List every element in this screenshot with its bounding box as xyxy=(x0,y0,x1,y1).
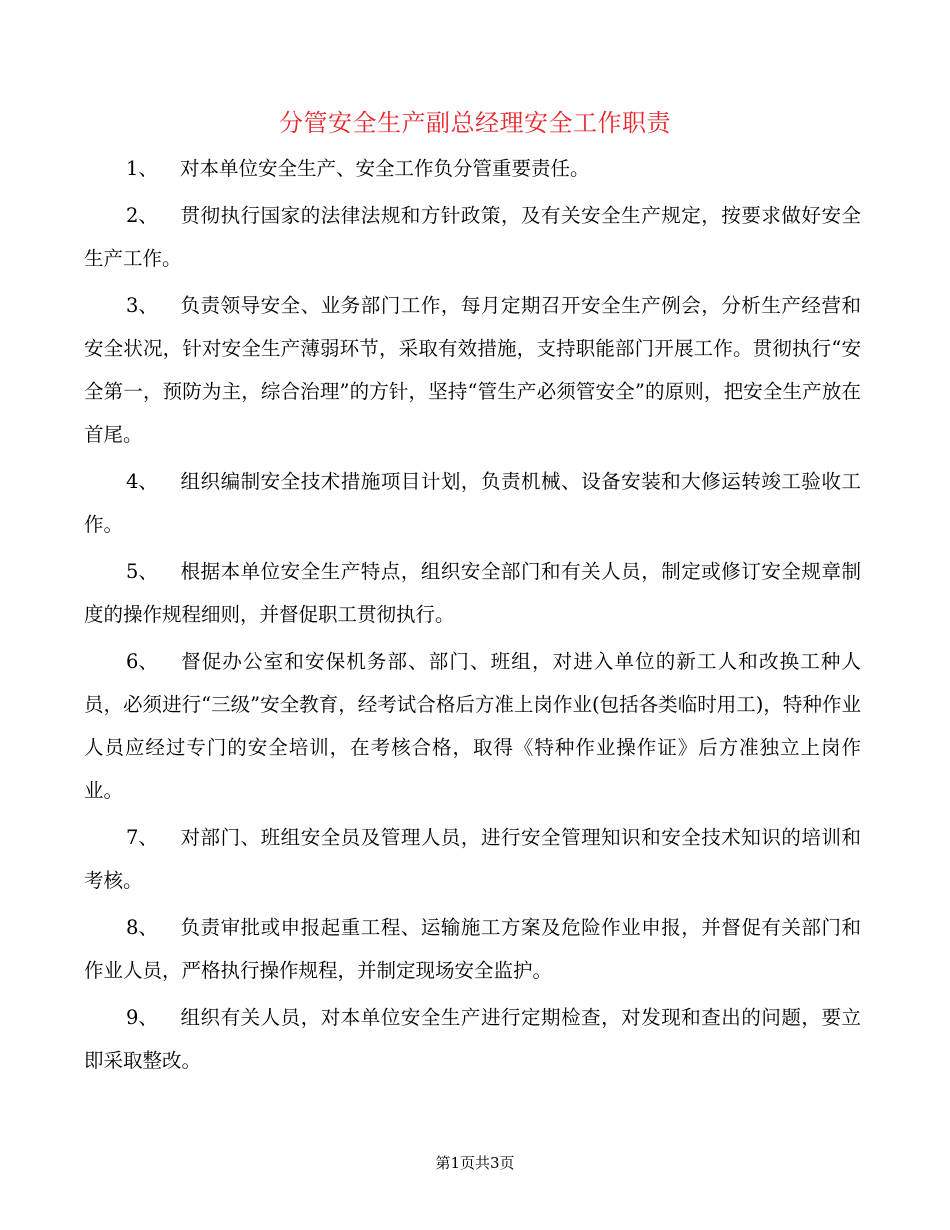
item-text: 督促办公室和安保机务部、部门、班组，对进入单位的新工人和改换工种人员，必须进行“三级”安全教育，经考试合格后方准上岗作业(包括各类临时用工)，特种作业人员应经过专门的安全培训，在考核合格，取得《特种作业操作证》后方准独立上岗作业。 xyxy=(84,650,861,802)
item-text: 对本单位安全生产、安全工作负分管重要责任。 xyxy=(180,157,590,180)
item-text: 负责领导安全、业务部门工作，每月定期召开安全生产例会，分析生产经营和安全状况，针对安全生产薄弱环节，采取有效措施，支持职能部门开展工作。贯彻执行“安全第一，预防为主，综合治理”的方针，坚持“管生产必须管安全”的原则，把安全生产放在首尾。 xyxy=(84,294,861,446)
item-number: 5、 xyxy=(126,560,158,583)
page-number-footer: 第1页共3页 xyxy=(435,1154,515,1172)
item-number: 2、 xyxy=(126,204,158,227)
item-number: 6、 xyxy=(126,650,158,673)
item-number: 7、 xyxy=(126,826,158,849)
list-item xyxy=(84,460,861,546)
item-text: 贯彻执行国家的法律法规和方针政策，及有关安全生产规定，按要求做好安全生产工作。 xyxy=(84,204,861,270)
item-text: 对部门、班组安全员及管理人员，进行安全管理知识和安全技术知识的培训和考核。 xyxy=(84,826,861,892)
item-number: 4、 xyxy=(126,470,158,493)
item-text: 根据本单位安全生产特点，组织安全部门和有关人员，制定或修订安全规章制度的操作规程细则，并督促职工贯彻执行。 xyxy=(84,560,861,626)
item-text: 负责审批或申报起重工程、运输施工方案及危险作业申报，并督促有关部门和作业人员，严格执行操作规程，并制定现场安全监护。 xyxy=(84,916,861,982)
list-item xyxy=(84,194,861,280)
item-text: 组织编制安全技术措施项目计划，负责机械、设备安装和大修运转竣工验收工作。 xyxy=(84,470,861,536)
item-number: 1、 xyxy=(126,157,158,180)
item-text: 组织有关人员，对本单位安全生产进行定期检查，对发现和查出的问题，要立即采取整改。 xyxy=(84,1006,861,1072)
document-title: 分管安全生产副总经理安全工作职责 xyxy=(279,109,671,137)
list-item xyxy=(84,147,861,190)
list-item xyxy=(84,550,861,636)
list-item xyxy=(84,284,861,456)
item-number: 3、 xyxy=(126,294,158,317)
item-number: 8、 xyxy=(126,916,158,939)
document-body xyxy=(84,147,861,1086)
list-item xyxy=(84,816,861,902)
list-item xyxy=(84,906,861,992)
item-number: 9、 xyxy=(126,1006,158,1029)
list-item xyxy=(84,996,861,1082)
list-item xyxy=(84,640,861,812)
